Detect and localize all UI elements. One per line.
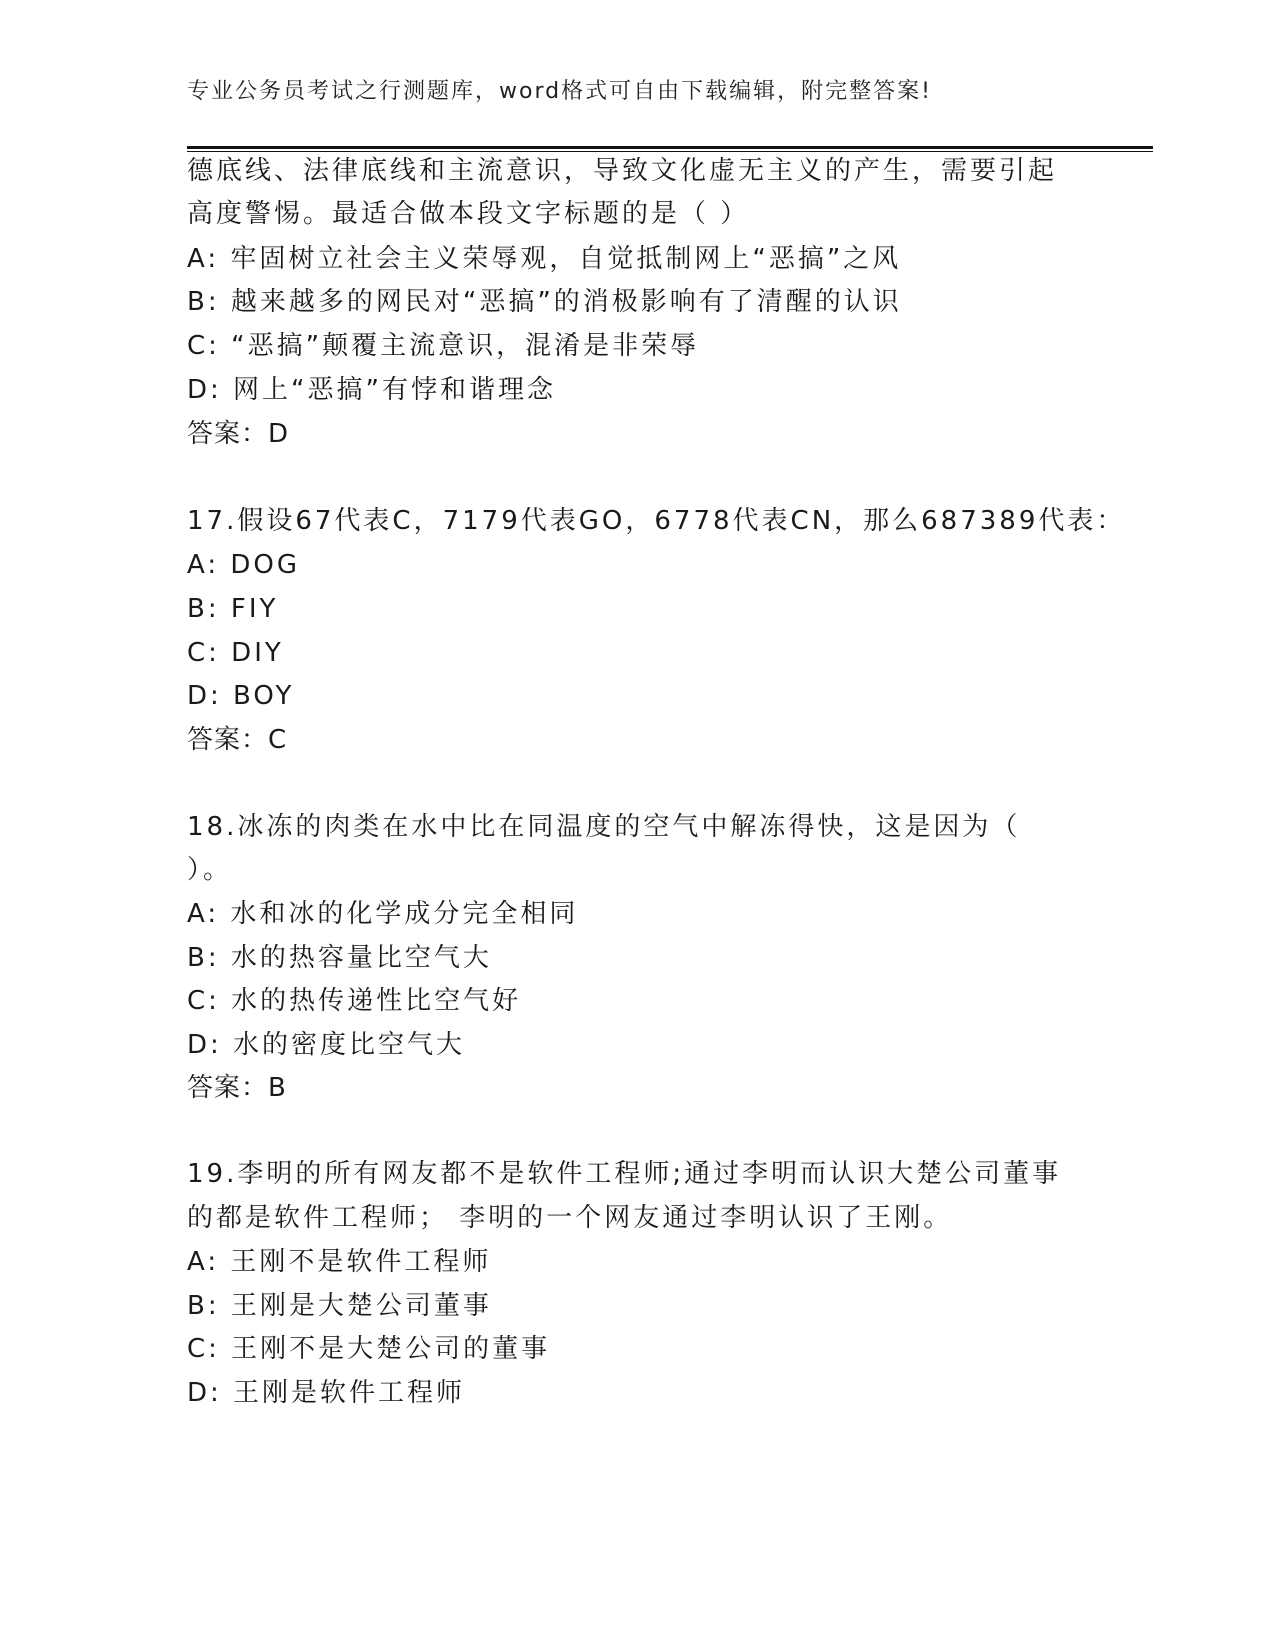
q18-option-b: B: 水的热容量比空气大 bbox=[187, 943, 492, 973]
q16-option-c: C: “恶搞”颠覆主流意识，混淆是非荣辱 bbox=[187, 331, 700, 361]
q17-option-b: B: FIY bbox=[187, 594, 279, 624]
q18-stem-line1: 18.冰冻的肉类在水中比在同温度的空气中解冻得快，这是因为（ bbox=[187, 812, 1021, 842]
q16-option-b: B: 越来越多的网民对“恶搞”的消极影响有了清醒的认识 bbox=[187, 287, 902, 317]
q17-option-d: D: BOY bbox=[187, 681, 295, 711]
q17-option-a: A: DOG bbox=[187, 550, 300, 580]
q18-stem-line2: ）。 bbox=[187, 855, 233, 885]
q19-option-a: A: 王刚不是软件工程师 bbox=[187, 1247, 492, 1277]
q16-option-a: A: 牢固树立社会主义荣辱观，自觉抵制网上“恶搞”之风 bbox=[187, 244, 902, 274]
q18-option-d: D: 水的密度比空气大 bbox=[187, 1030, 466, 1060]
q19-option-b: B: 王刚是大楚公司董事 bbox=[187, 1291, 492, 1321]
q19-stem-line1: 19.李明的所有网友都不是软件工程师;通过李明而认识大楚公司董事 bbox=[187, 1159, 1062, 1189]
q17-stem: 17.假设67代表C，7179代表GO，6778代表CN，那么687389代表： bbox=[187, 506, 1126, 536]
page-header: 专业公务员考试之行测题库，word格式可自由下载编辑，附完整答案! bbox=[187, 79, 932, 104]
q18-answer: 答案：B bbox=[187, 1073, 287, 1103]
q16-answer: 答案：D bbox=[187, 419, 290, 449]
header-rule-thick bbox=[187, 146, 1153, 149]
header-rule-thin bbox=[187, 151, 1153, 152]
q16-stem-line1: 德底线、法律底线和主流意识，导致文化虚无主义的产生，需要引起 bbox=[187, 156, 1058, 186]
q19-option-c: C: 王刚不是大楚公司的董事 bbox=[187, 1334, 551, 1364]
q16-option-d: D: 网上“恶搞”有悖和谐理念 bbox=[187, 375, 556, 405]
q18-option-a: A: 水和冰的化学成分完全相同 bbox=[187, 899, 579, 929]
q17-option-c: C: DIY bbox=[187, 638, 284, 668]
q18-option-c: C: 水的热传递性比空气好 bbox=[187, 986, 522, 1016]
q19-stem-line2: 的都是软件工程师； 李明的一个网友通过李明认识了王刚。 bbox=[187, 1203, 953, 1233]
q17-answer: 答案：C bbox=[187, 725, 288, 755]
q16-stem-line2: 高度警惕。最适合做本段文字标题的是（ ） bbox=[187, 199, 750, 229]
q19-option-d: D: 王刚是软件工程师 bbox=[187, 1378, 466, 1408]
